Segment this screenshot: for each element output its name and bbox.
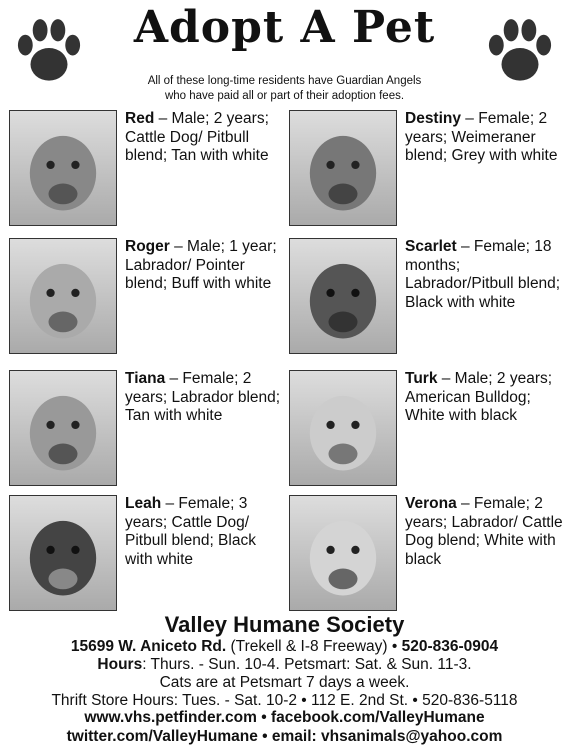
pet-photo	[9, 495, 117, 611]
pet-name: Leah	[125, 495, 162, 512]
pet-photo	[289, 495, 397, 611]
cats-info: Cats are at Petsmart 7 days a week.	[159, 674, 410, 691]
pet-details: – Female; 3 years; Cattle Dog/ Pitbull blend; Black with white	[125, 495, 256, 568]
pet-photo	[289, 110, 397, 226]
pet-card	[289, 495, 567, 613]
pet-details: – Female; 2 years; Labrador blend; Tan with white	[125, 370, 281, 424]
pet-card	[289, 238, 567, 356]
pet-card	[9, 238, 287, 356]
web-links	[0, 708, 569, 746]
hours-label: Hours	[97, 656, 143, 673]
website-links: www.vhs.petfinder.com • facebook.com/ValleyHumane	[84, 709, 485, 726]
pet-card	[9, 110, 287, 228]
pet-details: – Male; 2 years; American Bulldog; White with black	[405, 370, 553, 424]
pet-name: Verona	[405, 495, 457, 512]
pet-details: – Male; 2 years; Cattle Dog/ Pitbull blend; Tan with white	[125, 110, 269, 164]
pet-card	[289, 110, 567, 228]
phone-number: 520-836-0904	[401, 638, 499, 655]
pet-name: Turk	[405, 370, 438, 387]
pet-photo	[9, 370, 117, 486]
pet-name: Red	[125, 110, 155, 127]
pet-details: – Female; 2 years; Weimeraner blend; Grey with white	[405, 110, 558, 164]
contact-info: 15699 W. Aniceto Rd. (Trekell & I-8 Freeway) • 520-836-0904 Hours: Thurs. - Sun. 10-4. Petsmart: Sat. & Sun. 11-3. Cats are at Petsmart 7 days a week. Thrift Store Hours: Tues. - Sat. 10-2 • 112 E. 2nd St. • 520-836-5118	[0, 638, 569, 710]
pet-card	[9, 495, 287, 613]
pet-details: – Male; 1 year; Labrador/ Pointer blend; Buff with white	[125, 238, 277, 292]
pet-photo	[9, 110, 117, 226]
pet-name: Scarlet	[405, 238, 457, 255]
pet-name: Destiny	[405, 110, 461, 127]
address: 15699 W. Aniceto Rd.	[70, 638, 227, 655]
social-links: twitter.com/ValleyHumane • email: vhsanimals@yahoo.com	[66, 728, 503, 745]
pet-photo	[289, 238, 397, 354]
pet-name: Roger	[125, 238, 170, 255]
page-title: Adopt A Pet	[133, 2, 436, 53]
intro-text: All of these long-time residents have Guardian Angels who have paid all or part of their adoption fees.	[147, 75, 422, 102]
pet-photo	[289, 370, 397, 486]
organization-name: Valley Humane Society	[164, 612, 405, 637]
pet-details: – Female; 18 months; Labrador/Pitbull blend; Black with white	[405, 238, 561, 311]
pet-name: Tiana	[125, 370, 166, 387]
pet-card	[289, 370, 567, 488]
thrift-store-info: Thrift Store Hours: Tues. - Sat. 10-2 • 112 E. 2nd St. • 520-836-5118	[51, 692, 518, 709]
pet-details: – Female; 2 years; Labrador/ Cattle Dog blend; White with black	[405, 495, 563, 568]
pet-photo	[9, 238, 117, 354]
pet-card	[9, 370, 287, 488]
